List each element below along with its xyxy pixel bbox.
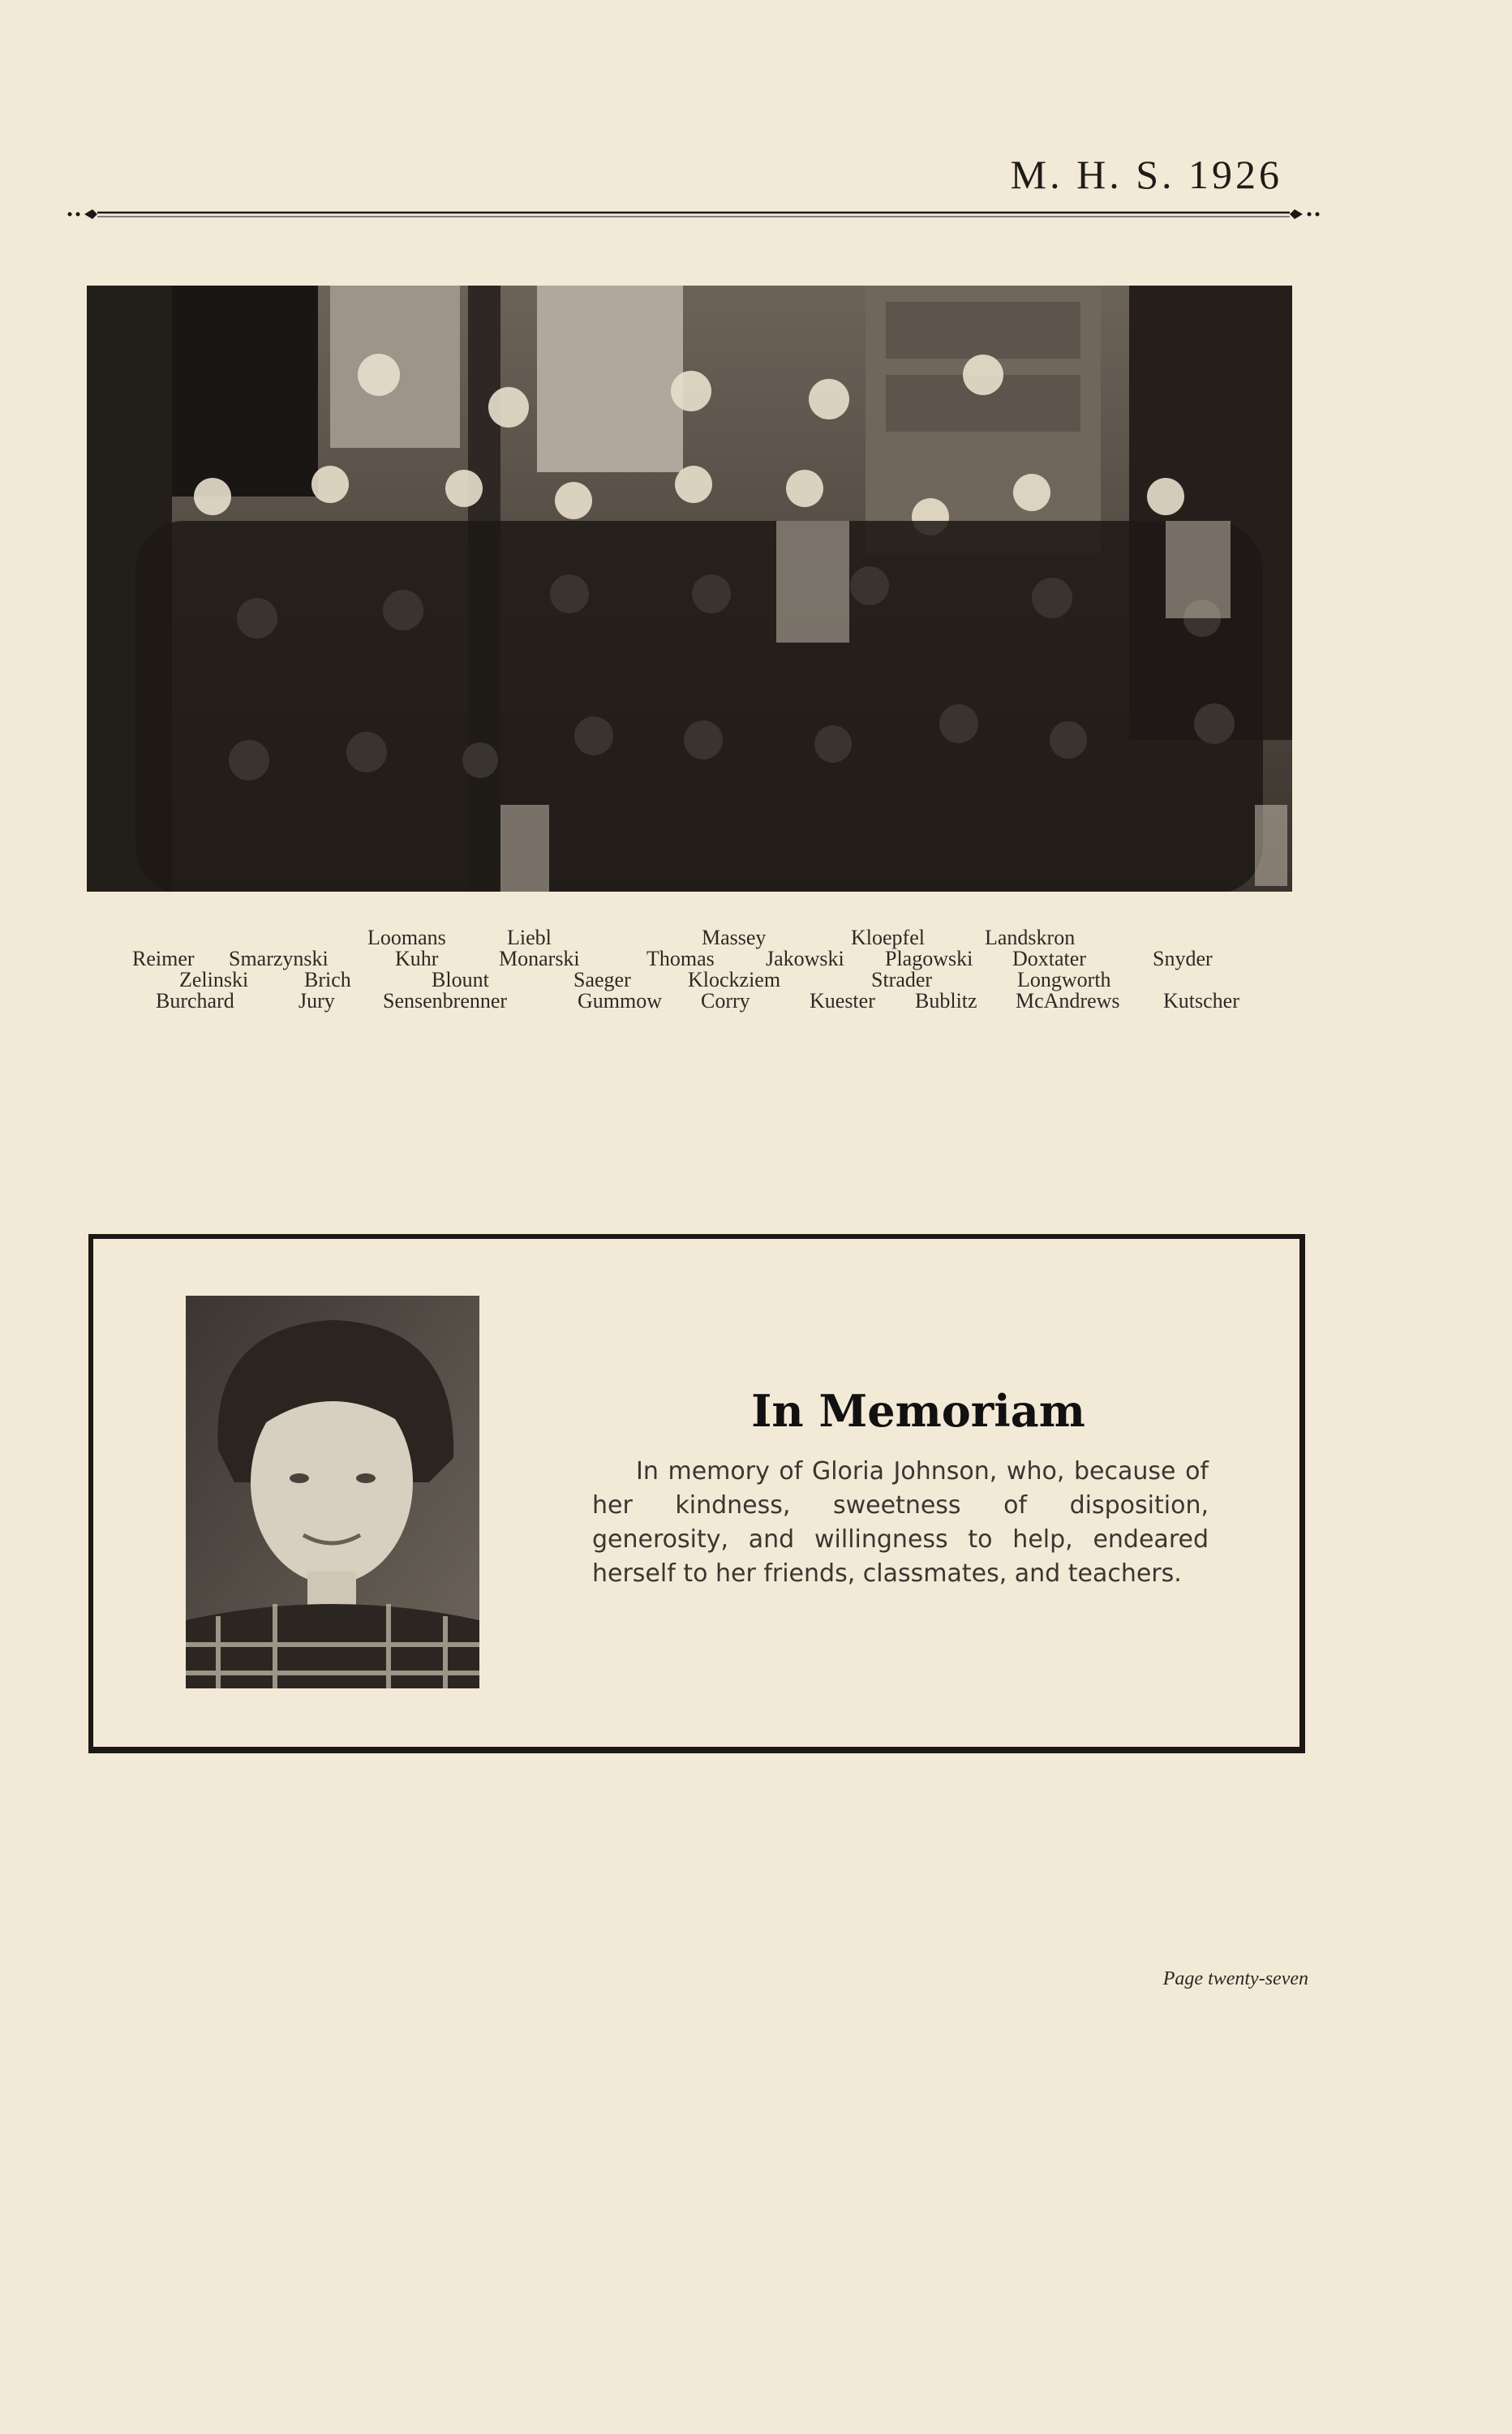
student-name: Thomas — [646, 947, 715, 970]
student-name: Kuester — [810, 989, 875, 1013]
memoriam-dedication — [592, 1455, 1209, 1591]
memoriam-portrait — [186, 1296, 479, 1688]
student-name: Brich — [304, 968, 351, 991]
student-name: Liebl — [507, 926, 552, 949]
student-name: Jakowski — [766, 947, 844, 970]
page-number: Page twenty-seven — [1162, 1968, 1308, 1989]
student-name: Burchard — [156, 989, 234, 1013]
student-name: Jury — [299, 989, 335, 1013]
student-name: Zelinski — [179, 968, 249, 991]
student-name: Plagowski — [885, 947, 973, 970]
student-name: Landskron — [985, 926, 1076, 949]
student-name: Klockziem — [688, 968, 781, 991]
student-name: Kuhr — [395, 947, 439, 970]
student-name: Kloepfel — [851, 926, 925, 949]
student-name: Snyder — [1153, 947, 1213, 970]
header-ornamental-rule — [65, 209, 1322, 220]
student-name: Massey — [702, 926, 767, 949]
student-name: Smarzynski — [229, 947, 329, 970]
student-name: McAndrews — [1016, 989, 1120, 1013]
student-name: Strader — [871, 968, 933, 991]
class-photo-image — [87, 286, 1292, 892]
student-name: Kutscher — [1163, 989, 1239, 1013]
student-name: Doxtater — [1012, 947, 1086, 970]
student-name: Reimer — [132, 947, 195, 970]
student-name: Loomans — [367, 926, 446, 949]
portrait-image — [186, 1296, 479, 1688]
student-name: Saeger — [573, 968, 631, 991]
student-name: Gummow — [578, 989, 662, 1013]
memoriam-heading: In Memoriam — [751, 1385, 1085, 1437]
student-name: Monarski — [499, 947, 580, 970]
class-group-photo — [87, 286, 1292, 892]
student-name: Bublitz — [915, 989, 977, 1013]
page-header-title: M. H. S. 1926 — [1010, 152, 1282, 197]
student-name: Blount — [432, 968, 489, 991]
memoriam-paragraph: In memory of Gloria Johnson, who, because of her kindness, sweetness of disposition, generosity, and willingness to help, endeared herself to her friends, classmates, and teachers. — [592, 1457, 1209, 1588]
student-name: Sensenbrenner — [383, 989, 508, 1013]
student-name: Longworth — [1017, 968, 1111, 991]
student-name: Corry — [701, 989, 750, 1013]
